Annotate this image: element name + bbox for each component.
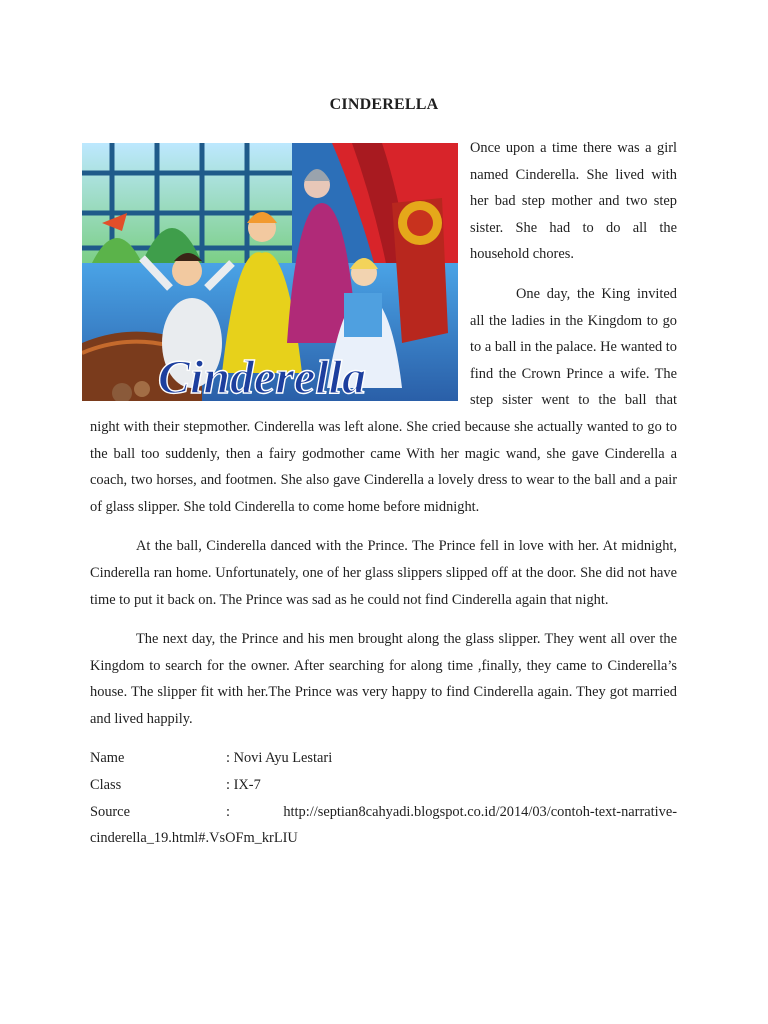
class-row [90,772,677,799]
story-body [90,135,677,852]
class-label: Class [90,777,122,794]
source-label: Source [90,803,130,820]
source-value [90,799,677,852]
illustration-caption: Cinderella [157,351,367,401]
name-label: Name [90,750,125,767]
source-text: : http://septian8cahyadi.blogspot.co.id/2014/03/contoh-text-narrative-cinderella_19.html#.VsOFm_krLIU [90,803,677,847]
illustration-artwork [82,143,458,401]
paragraph-1: Once upon a time there was a girl named Cinderella. She lived with her bad step mother and two step sister. She had to do all the household chores. [470,140,677,263]
paragraph-2: One day, the King invited all the ladies in the Kingdom to go to a ball in the palace. He wanted to find the Crown Prince a wife. The step sister went to the ball that night with their stepmother. Cinderella was left alone. She cried because she actually wanted to go to the ball too suddenly, then a fairy godmother came With her magic wand, she gave Cinderella a coach, two horses, and footmen. She also gave Cinderella a lovely dress to wear to the ball and a pair of glass slipper. She told Cinderella to come home before midnight. [90,285,677,515]
name-value: : Novi Ayu Lestari [226,750,333,767]
document-title: CINDERELLA [329,96,439,113]
cinderella-illustration [82,143,458,401]
paragraph-3: At the ball, Cinderella danced with the Prince. The Prince fell in love with her. At midnight, Cinderella ran home. Unfortunately, one of her glass slippers slipped off at the door. She did not have time to put it back on. The Prince was sad as he could not find Cinderella again that night. [90,538,677,608]
student-info [90,745,677,851]
name-row [90,745,677,772]
paragraph-4: The next day, the Prince and his men brought along the glass slipper. They went all over the Kingdom to search for the owner. After searching for along time ,finally, they came to Cinderella’s house. The slipper fit with her.The Prince was very happy to find Cinderella again. They got married and lived happily. [90,631,677,727]
class-value: : IX-7 [226,777,261,794]
